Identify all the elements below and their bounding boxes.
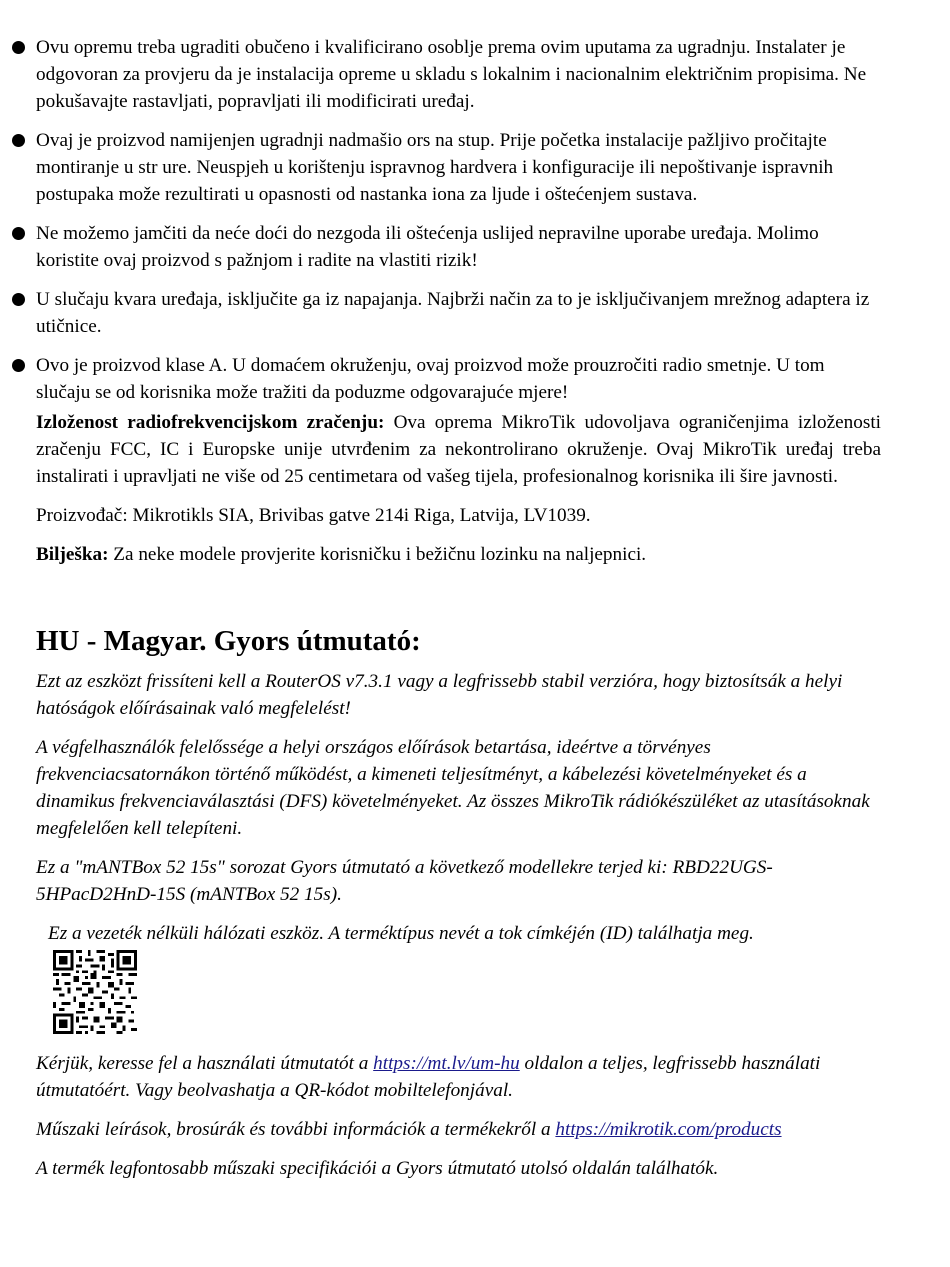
hu-section: [36, 624, 881, 947]
manufacturer-line: Proizvođač: Mikrotikls SIA, Brivibas gatve 214i Riga, Latvija, LV1039.: [36, 505, 591, 526]
bullet-dot-icon: [12, 293, 25, 306]
manual-link[interactable]: https://mt.lv/um-hu: [373, 1053, 520, 1074]
rf-exposure-label: Izloženost radiofrekvencijskom zračenju:: [36, 412, 385, 433]
hu-upgrade-paragraph: Ezt az eszközt frissíteni kell a RouterOS v7.3.1 vagy a legfrissebb stabil verzióra, hogy biztosítsák a helyi hatóságok előírásainak való megfelelést!: [36, 671, 843, 719]
bullet-item: [10, 286, 882, 340]
bullet-text: Ovo je proizvod klase A. U domaćem okruženju, ovaj proizvod može prouzročiti radio smetnje. U tom slučaju se od korisnika može tražiti da poduzme odgovarajuće mjere!: [36, 355, 825, 403]
bullet-dot-icon: [12, 359, 25, 372]
hu-specs-paragraph: A termék legfontosabb műszaki specifikációi a Gyors útmutató utolsó oldalán találhatók.: [36, 1158, 719, 1179]
hu-manual-paragraph: [36, 1050, 881, 1104]
bullet-text: Ovaj je proizvod namijenjen ugradnji nadmašio ors na stup. Prije početka instalacije pažljivo pročitajte montiranje u str ure. Neuspjeh u korištenju ispravnog hardvera i konfiguracije ili nepoštivanje ispravnih postupaka može rezultirati u opasnosti od nastanka iona za ljude i oštećenjem sustava.: [36, 130, 834, 205]
rf-exposure-paragraph: [36, 409, 881, 490]
rf-exposure-block: [36, 409, 881, 580]
hu-section-heading: HU - Magyar. Gyors útmutató:: [36, 625, 421, 657]
bullet-dot-icon: [12, 134, 25, 147]
hu-models-paragraph: Ez a "mANTBox 52 15s" sorozat Gyors útmutató a következő modellekre terjed ki: RBD22UGS-5HPacD2HnD-15S (mANTBox 52 15s).: [36, 857, 773, 905]
bullet-dot-icon: [12, 227, 25, 240]
hu-device-paragraph: Ez a vezeték nélküli hálózati eszköz. A terméktípus nevét a tok címkéjén (ID) találhatja meg.: [48, 923, 754, 944]
note-label: Bilješka:: [36, 544, 109, 565]
bullet-item: [10, 220, 882, 274]
note-paragraph: [36, 541, 881, 568]
bullet-text: Ovu opremu treba ugraditi obučeno i kvalificirano osoblje prema ovim uputama za ugradnju. Instalater je odgovoran za provjeru da je instalacija opreme u skladu s lokalnim i nacionalnim električnim propisima. Ne pokušavajte rastavljati, popravljati ili modificirati uređaj.: [36, 37, 867, 112]
bullet-text: U slučaju kvara uređaja, isključite ga iz napajanja. Najbrži način za to je isključivanjem mrežnog adaptera iz utičnice.: [36, 289, 870, 337]
products-link[interactable]: https://mikrotik.com/products: [555, 1119, 782, 1140]
hu-links-block: [36, 1050, 881, 1194]
bullet-item: [10, 34, 882, 115]
hu-manual-text-end: oldalon a teljes, legfrissebb használati útmutatóért. Vagy beolvashatja a QR-kódot mobiltelefonjával.: [36, 1053, 821, 1101]
hu-manual-text: Kérjük, keresse fel a használati útmutatót a: [36, 1053, 374, 1074]
rf-exposure-text: Ova oprema MikroTik udovoljava ograničenjima izloženosti zračenju FCC, IC i Europske unije utvrđenim za nekontrolirano okruženje. Ovaj MikroTik uređaj treba instalirati i upravljati ne više od 25 centimetara od vašeg tijela, profesionalnog korisnika ili šire javnosti.: [36, 412, 881, 487]
hu-products-paragraph: [36, 1116, 881, 1143]
hu-products-text: Műszaki leírások, brosúrák és további információk a termékekről a: [36, 1119, 556, 1140]
qr-code-icon: [52, 950, 138, 1034]
bullet-item: [10, 127, 882, 208]
safety-bullet-list: [10, 34, 882, 406]
bullet-item: [10, 352, 882, 406]
hu-responsibility-paragraph: A végfelhasználók felelőssége a helyi országos előírások betartása, ideértve a törvényes frekvenciacsatornákon történő működést, a kimeneti teljesítményt, a kábelezési követelményeket és a dinamikus frekvenciaválasztási (DFS) követelményeket. Az összes MikroTik rádiókészüléket az utasításoknak megfelelően kell telepíteni.: [36, 737, 870, 839]
bullet-dot-icon: [12, 41, 25, 54]
bullet-text: Ne možemo jamčiti da neće doći do nezgoda ili oštećenja uslijed nepravilne uporabe uređaja. Molimo koristite ovaj proizvod s pažnjom i radite na vlastiti rizik!: [36, 223, 819, 271]
note-text: Za neke modele provjerite korisničku i bežičnu lozinku na naljepnici.: [108, 544, 647, 565]
